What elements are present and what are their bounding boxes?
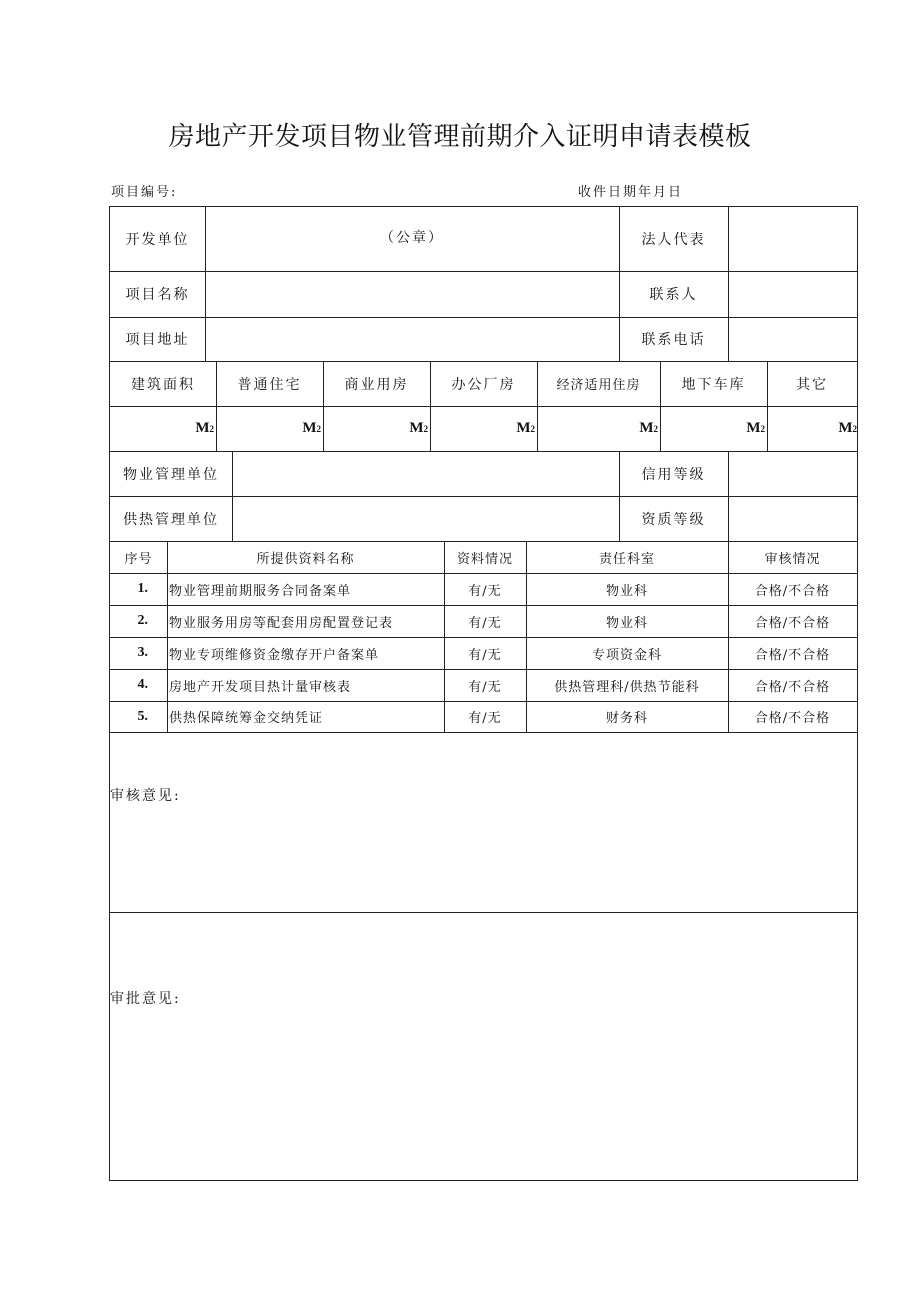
material-status[interactable]: 有/无 <box>468 615 502 631</box>
project-name-field[interactable] <box>205 271 619 317</box>
contact-field[interactable] <box>728 271 857 317</box>
credit-label: 信用等级 <box>641 466 706 483</box>
project-number-label: 项目编号: <box>111 185 178 200</box>
row-number: 5. <box>137 708 148 724</box>
heating-unit-label: 供热管理单位 <box>123 511 219 528</box>
area-header-residential: 普通住宅 <box>237 376 302 393</box>
responsible-dept: 物业科 <box>605 615 648 631</box>
material-status[interactable]: 有/无 <box>468 711 502 726</box>
col-header-material-name: 所提供资料名称 <box>256 551 355 567</box>
area-value-garage[interactable] <box>660 406 767 451</box>
unit-label: M <box>195 420 210 436</box>
area-value-office[interactable] <box>430 406 537 451</box>
responsible-dept: 财务科 <box>605 711 648 726</box>
review-opinion-field[interactable] <box>110 733 857 912</box>
legal-rep-label: 法人代表 <box>641 232 706 248</box>
unit-superscript: 2 <box>760 423 765 434</box>
material-status[interactable]: 有/无 <box>468 583 502 599</box>
review-opinion-label: 审核意见: <box>110 788 181 804</box>
row-number: 4. <box>137 677 148 692</box>
area-value-commercial[interactable] <box>323 406 430 451</box>
unit-label: M <box>746 420 761 436</box>
property-unit-field[interactable] <box>232 451 619 496</box>
area-header-commercial: 商业用房 <box>344 376 409 393</box>
contact-label: 联系人 <box>649 287 698 303</box>
application-form-table <box>109 206 858 1181</box>
project-address-field[interactable] <box>205 317 619 361</box>
phone-label: 联系电话 <box>641 332 706 348</box>
unit-superscript: 2 <box>316 423 321 434</box>
col-header-review: 审核情况 <box>764 551 821 567</box>
qualification-field[interactable] <box>728 496 857 541</box>
area-header-other: 其它 <box>796 376 828 393</box>
legal-rep-field[interactable] <box>728 207 857 271</box>
phone-field[interactable] <box>728 317 857 361</box>
area-header-affordable: 经济适用住房 <box>556 378 641 393</box>
review-result[interactable]: 合格/不合格 <box>754 679 831 695</box>
material-name: 物业管理前期服务合同备案单 <box>169 583 352 599</box>
approval-opinion-label: 审批意见: <box>110 991 181 1007</box>
project-name-label: 项目名称 <box>125 287 190 303</box>
unit-label: M <box>516 420 531 436</box>
review-result[interactable]: 合格/不合格 <box>754 711 831 726</box>
unit-superscript: 2 <box>423 423 428 434</box>
seal-placeholder: （公章） <box>380 230 444 246</box>
row-number: 2. <box>137 613 148 628</box>
unit-label: M <box>409 420 424 436</box>
credit-field[interactable] <box>728 451 857 496</box>
area-value-other[interactable] <box>767 406 857 451</box>
material-status[interactable]: 有/无 <box>468 647 502 663</box>
material-name: 物业服务用房等配套用房配置登记表 <box>169 615 394 631</box>
col-header-no: 序号 <box>124 551 153 567</box>
unit-superscript: 2 <box>852 423 857 434</box>
unit-superscript: 2 <box>530 423 535 434</box>
unit-label: M <box>639 420 654 436</box>
review-result[interactable]: 合格/不合格 <box>754 647 831 663</box>
project-address-label: 项目地址 <box>125 332 190 348</box>
area-header-garage: 地下车库 <box>681 376 746 393</box>
developer-label: 开发单位 <box>125 232 190 248</box>
material-name: 供热保障统筹金交纳凭证 <box>169 711 324 726</box>
qualification-label: 资质等级 <box>641 511 706 528</box>
approval-opinion-field[interactable] <box>110 913 857 1180</box>
material-name: 物业专项维修资金缴存开户备案单 <box>169 647 380 663</box>
page-title: 房地产开发项目物业管理前期介入证明申请表模板 <box>168 122 752 152</box>
material-status[interactable]: 有/无 <box>468 679 502 695</box>
responsible-dept: 物业科 <box>605 583 648 599</box>
unit-label: M <box>838 420 853 436</box>
responsible-dept: 专项资金科 <box>591 647 662 663</box>
area-value-affordable[interactable] <box>537 406 660 451</box>
review-result[interactable]: 合格/不合格 <box>754 583 831 599</box>
unit-label: M <box>302 420 317 436</box>
property-unit-label: 物业管理单位 <box>123 466 219 483</box>
col-header-status: 资料情况 <box>456 551 513 567</box>
unit-superscript: 2 <box>653 423 658 434</box>
row-number: 1. <box>137 581 148 596</box>
responsible-dept: 供热管理科/供热节能科 <box>554 679 700 695</box>
unit-superscript: 2 <box>209 423 214 434</box>
area-value-total[interactable] <box>110 406 216 451</box>
heating-unit-field[interactable] <box>232 496 619 541</box>
row-number: 3. <box>137 645 148 660</box>
col-header-department: 责任科室 <box>598 551 655 567</box>
review-result[interactable]: 合格/不合格 <box>754 615 831 631</box>
area-header-office: 办公厂房 <box>451 376 516 393</box>
material-name: 房地产开发项目热计量审核表 <box>169 679 352 695</box>
area-header-total: 建筑面积 <box>131 376 195 393</box>
area-value-residential[interactable] <box>216 406 323 451</box>
receipt-date-label: 收件日期年月日 <box>578 185 684 200</box>
